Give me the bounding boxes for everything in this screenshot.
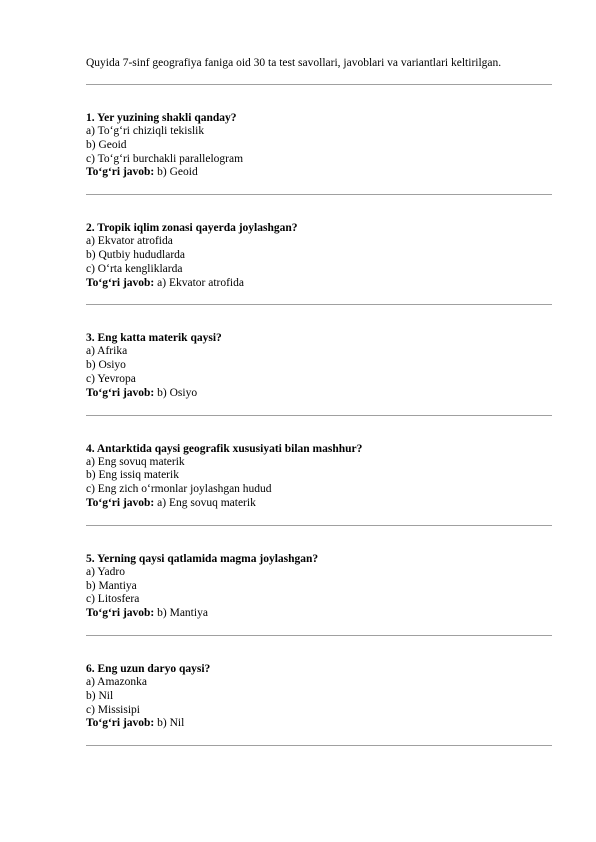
option-a: a) Yadro <box>86 565 125 578</box>
option-a: a) Ekvator atrofida <box>86 235 173 248</box>
option-b: b) Eng issiq materik <box>86 469 179 482</box>
divider <box>86 415 552 416</box>
correct-answer <box>86 387 552 401</box>
answer-label: To‘g‘ri javob: <box>86 717 155 730</box>
divider <box>86 304 552 305</box>
question <box>86 111 552 180</box>
intro-text: Quyida 7-sinf geografiya faniga oid 30 ta test savollari, javoblari va variantlari keltirilgan. <box>86 57 502 69</box>
option-a: a) Afrika <box>86 345 128 358</box>
answer-value: b) Nil <box>157 717 185 730</box>
answer-label: To‘g‘ri javob: <box>86 276 155 289</box>
question-title: 6. Eng uzun daryo qaysi? <box>86 662 211 675</box>
option-c: c) Missisipi <box>86 703 140 716</box>
document-page <box>86 56 552 746</box>
question-title: 2. Tropik iqlim zonasi qayerda joylashgan? <box>86 222 298 235</box>
question <box>86 442 552 511</box>
option-c: c) To‘g‘ri burchakli parallelogram <box>86 152 244 165</box>
answer-value: b) Osiyo <box>157 386 198 399</box>
answer-value: b) Mantiya <box>157 607 208 620</box>
correct-answer <box>86 717 552 731</box>
divider <box>86 525 552 526</box>
question-block-2 <box>86 221 552 305</box>
option-b: b) Nil <box>86 689 114 702</box>
answer-value: b) Geoid <box>157 166 198 179</box>
answer-value: a) Ekvator atrofida <box>157 276 244 289</box>
option-b: b) Osiyo <box>86 359 126 372</box>
question <box>86 662 552 731</box>
answer-label: To‘g‘ri javob: <box>86 607 155 620</box>
option-c: c) O‘rta kengliklarda <box>86 262 183 275</box>
answer-label: To‘g‘ri javob: <box>86 166 155 179</box>
divider <box>86 635 552 636</box>
answer-value: a) Eng sovuq materik <box>157 496 256 509</box>
answer-label: To‘g‘ri javob: <box>86 386 155 399</box>
question-block-3 <box>86 331 552 415</box>
question-block-5 <box>86 552 552 636</box>
divider <box>86 194 552 195</box>
question <box>86 221 552 290</box>
correct-answer <box>86 497 552 511</box>
option-a: a) Amazonka <box>86 675 147 688</box>
question-title: 5. Yerning qaysi qatlamida magma joylashgan? <box>86 552 319 565</box>
question <box>86 331 552 400</box>
question-title: 1. Yer yuzining shakli qanday? <box>86 112 237 124</box>
question-title: 4. Antarktida qaysi geografik xususiyati bilan mashhur? <box>86 442 363 455</box>
option-c: c) Litosfera <box>86 593 140 606</box>
question-block-6 <box>86 662 552 746</box>
question <box>86 552 552 621</box>
option-c: c) Eng zich o‘rmonlar joylashgan hudud <box>86 483 272 496</box>
option-b: b) Mantiya <box>86 579 137 592</box>
divider <box>86 745 552 746</box>
option-b: b) Geoid <box>86 138 127 151</box>
option-a: a) Eng sovuq materik <box>86 455 185 468</box>
correct-answer <box>86 166 552 180</box>
correct-answer <box>86 607 552 621</box>
option-b: b) Qutbiy hududlarda <box>86 248 186 261</box>
divider <box>86 84 552 85</box>
option-c: c) Yevropa <box>86 372 136 385</box>
question-block-4 <box>86 442 552 526</box>
option-a: a) To‘g‘ri chiziqli tekislik <box>86 125 205 137</box>
answer-label: To‘g‘ri javob: <box>86 496 155 509</box>
question-block-1 <box>86 111 552 195</box>
question-title: 3. Eng katta materik qaysi? <box>86 332 222 345</box>
correct-answer <box>86 277 552 291</box>
